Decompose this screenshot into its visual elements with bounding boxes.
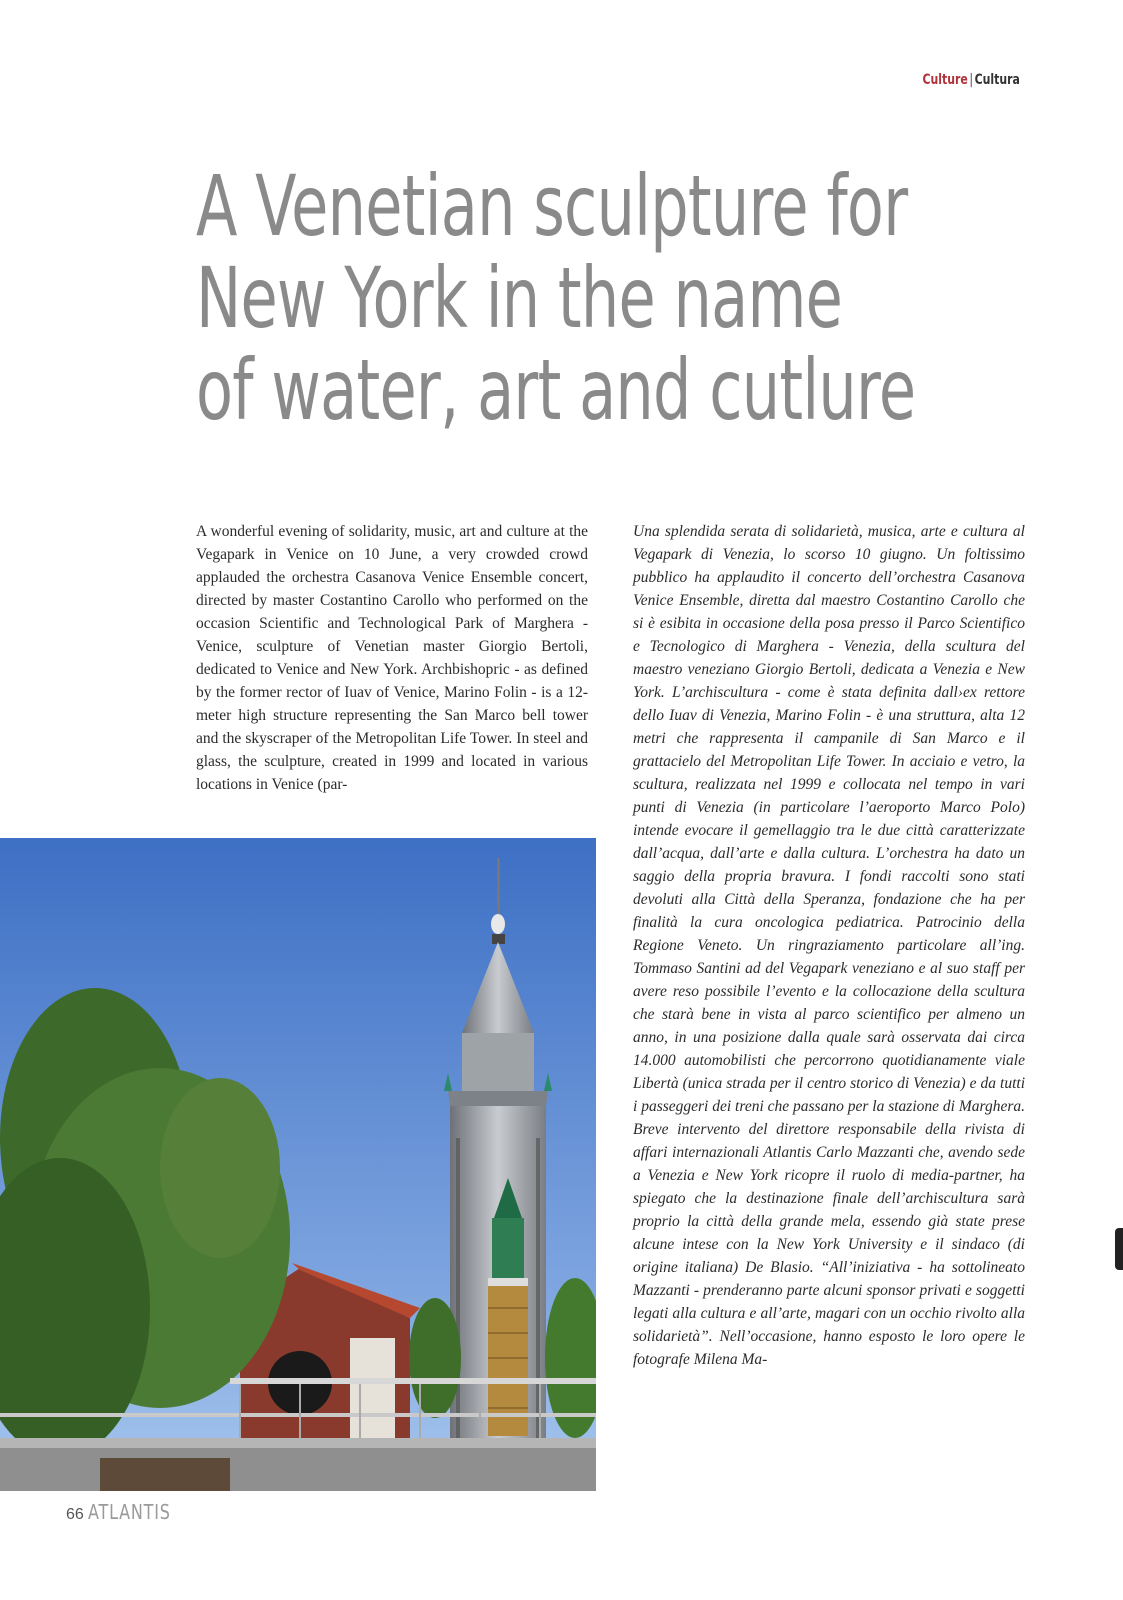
article-body-italian: Una splendida serata di solidarietà, musica, arte e cultura al Vegapark di Venezia, lo scorso 10 giugno. Un foltissimo pubblico ha applaudito il concerto dell’orchestra Casanova Venice Ensemble, diretta dal maestro Costantino Carollo che si è esibita in occasione della posa presso il Parco Scientifico e Tecnologico di Marghera - Venezia, della scultura del maestro veneziano Giorgio Bertoli, dedicata a Venezia e New York. L’archiscultura - come è stata definita dall›ex rettore dello Iuav di Venezia, Marino Folin - è una struttura, alta 12 metri che rappresenta il campanile di San Marco e il grattacielo del Metropolitan Life Tower. In acciaio e vetro, la scultura, realizzata nel 1999 e collocata nel tempo in vari punti di Venezia (in particolare l’aeroporto Marco Polo) intende evocare il gemellaggio tra le due città caratterizzate dall’acqua, dall’arte e dalla cultura. L’orchestra ha dato un saggio della propria bravura. I fondi raccolti sono stati devoluti alla Città della Speranza, fondazione che ha per finalità la cura oncologica pediatrica. Patrocinio della Regione Veneto. Un ringraziamento particolare all’ing. Tommaso Santini ad del Vegapark veneziano e al suo staff per avere reso possibile l’evento e la collocazione della scultura che starà bene in vista al parco scientifico per almeno un anno, in una posizione dalla quale sarà osservata dai circa 14.000 automobilisti che percorrono quotidianamente viale Libertà (unica strada per il centro storico di Venezia) e da tutti i passeggeri dei treni che passano per la stazione di Marghera. Breve intervento del direttore responsabile della rivista di affari internazionali Atlantis Carlo Mazzanti che, avendo sede a Venezia e New York ricopre il ruolo di media-partner, ha spiegato che la destinazione finale dell’archiscultura sarà proprio la città della grande mela, essendo già state prese alcune intese con la New York University e il sindaco (di origine italiana) De Blasio. “All’iniziativa - ha sottolineato Mazzanti - prenderanno parte alcuni sponsor privati e soggetti legati alla cultura e all’arte, magari con un occhio rivolto alla solidarietà”. Nell’occasione, hanno esposto le loro opere le fotografe Milena Ma- bbox=[633, 523, 1025, 1368]
title-line-2: New York in the name bbox=[196, 249, 843, 347]
section-separator: | bbox=[969, 72, 974, 88]
section-tag bbox=[923, 72, 1020, 88]
section-label-en: Culture bbox=[922, 72, 968, 88]
title-line-1: A Venetian sculpture for bbox=[196, 157, 908, 255]
title-line-3: of water, art and cutlure bbox=[196, 341, 916, 439]
page-footer bbox=[66, 1500, 191, 1524]
section-label-it: Cultura bbox=[974, 72, 1020, 88]
page-number: 66 bbox=[66, 1506, 84, 1523]
article-title bbox=[196, 157, 1024, 439]
article-body-english: A wonderful evening of solidarity, music, art and culture at the Vegapark in Venice on 10 June, a very crowded crowd applauded the orchestra Casanova Venice Ensemble concert, directed by master Costantino Carollo who performed on the occasion Scientific and Technological Park of Marghera - Venice, sculpture of Venetian master Giorgio Bertoli, dedicated to Venice and New York. Archbishopric - as defined by the former rector of Iuav of Venice, Marino Folin - is a 12-meter high structure representing the San Marco bell tower and the skyscraper of the Metropolitan Life Tower. In steel and glass, the sculpture, created in 1999 and located in various locations in Venice (par- bbox=[196, 523, 588, 793]
page-edge-mark bbox=[1115, 1228, 1123, 1270]
magazine-brand: ATLANTIS bbox=[87, 1500, 171, 1524]
sculpture-photo bbox=[0, 838, 596, 1491]
